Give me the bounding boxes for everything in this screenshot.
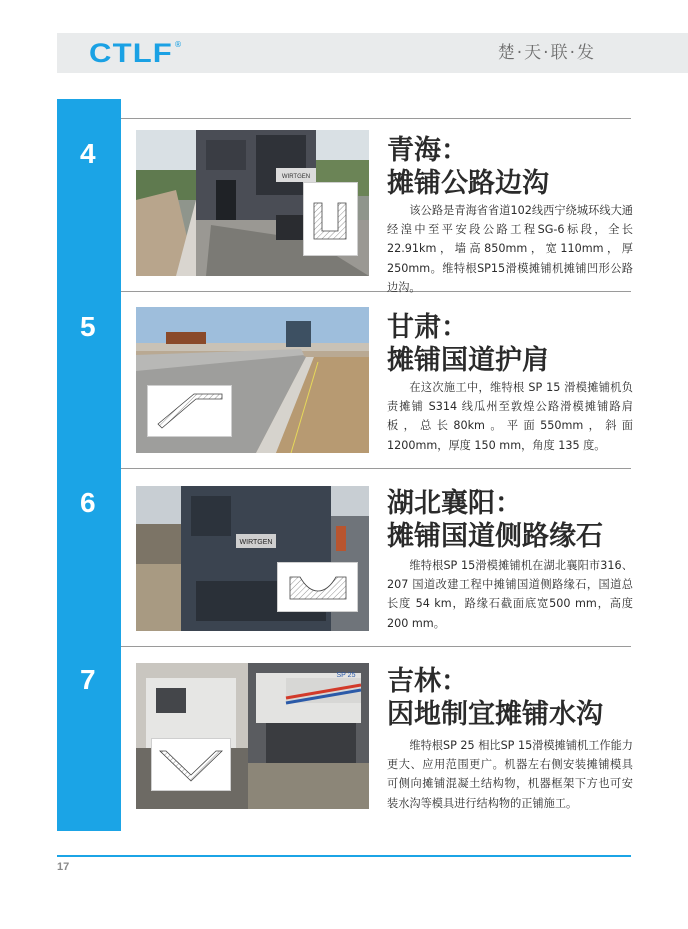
case-description: 维特根SP 15滑模摊铺机在湖北襄阳市316、207 国道改建工程中摊铺国道侧路缘石，国道总长度 54 km，路缘石截面底宽500 mm，高度 200 mm。 <box>387 559 633 630</box>
case-number: 7 <box>80 664 96 695</box>
case-description: 该公路是青海省省道102线西宁绕城环线大通经湟中至平安段公路工程SG-6标段，全长22.91km，墙高850mm，宽110mm，厚250mm。维特根SP15滑模摊铺机摊铺凹形公路边沟。 <box>387 204 633 294</box>
machine-sign: WIRTGEN <box>281 174 311 180</box>
u-channel-profile-icon <box>303 182 358 256</box>
case-title: 吉林： <box>387 666 468 697</box>
case-number: 5 <box>80 311 96 342</box>
registered-mark: ® <box>173 40 182 49</box>
case-title: 因地制宜摊铺水沟 <box>387 699 603 730</box>
accent-band <box>57 99 121 831</box>
brand-logo <box>89 38 182 68</box>
logo-text: CTLF <box>89 38 173 68</box>
case-title: 青海： <box>387 135 468 166</box>
case-description: 维特根SP 25 相比SP 15滑模摊铺机工作能力更大、应用范围更广。机器左右侧安装摊铺模具可侧向摊铺混凝土结构物，机器框架下方也可安装水沟等模具进行结构物的正铺施工。 <box>387 739 633 810</box>
case-photo-hubei <box>136 486 369 631</box>
shoulder-profile-icon <box>147 385 232 437</box>
divider <box>121 118 631 119</box>
curb-profile-icon <box>277 562 358 612</box>
motto: 楚·天·联·发 <box>497 43 596 63</box>
case-photo-qinghai <box>136 130 369 276</box>
case-title: 甘肃： <box>387 312 468 343</box>
case-title: 摊铺国道护肩 <box>387 345 549 376</box>
divider <box>121 646 631 647</box>
v-ditch-profile-icon <box>151 738 231 791</box>
case-photo-jilin <box>136 663 369 809</box>
page-number: 17 <box>57 861 70 873</box>
machine-sign: SP 25 <box>336 672 356 679</box>
case-number: 4 <box>80 138 96 169</box>
page-header <box>57 33 688 73</box>
case-number: 6 <box>80 487 96 518</box>
case-title: 摊铺国道侧路缘石 <box>387 521 603 552</box>
case-title: 湖北襄阳： <box>387 488 522 519</box>
case-description: 在这次施工中，维特根 SP 15 滑模摊铺机负责摊铺 S314 线瓜州至敦煌公路滑模摊铺路肩板，总长80km。平面550mm，斜面1200mm，厚度 150 mm，角度 135 度。 <box>387 381 633 452</box>
case-title: 摊铺公路边沟 <box>387 168 549 199</box>
case-photo-gansu <box>136 307 369 453</box>
machine-sign: WIRTGEN <box>239 539 273 546</box>
divider <box>121 468 631 469</box>
footer-rule <box>57 855 631 857</box>
